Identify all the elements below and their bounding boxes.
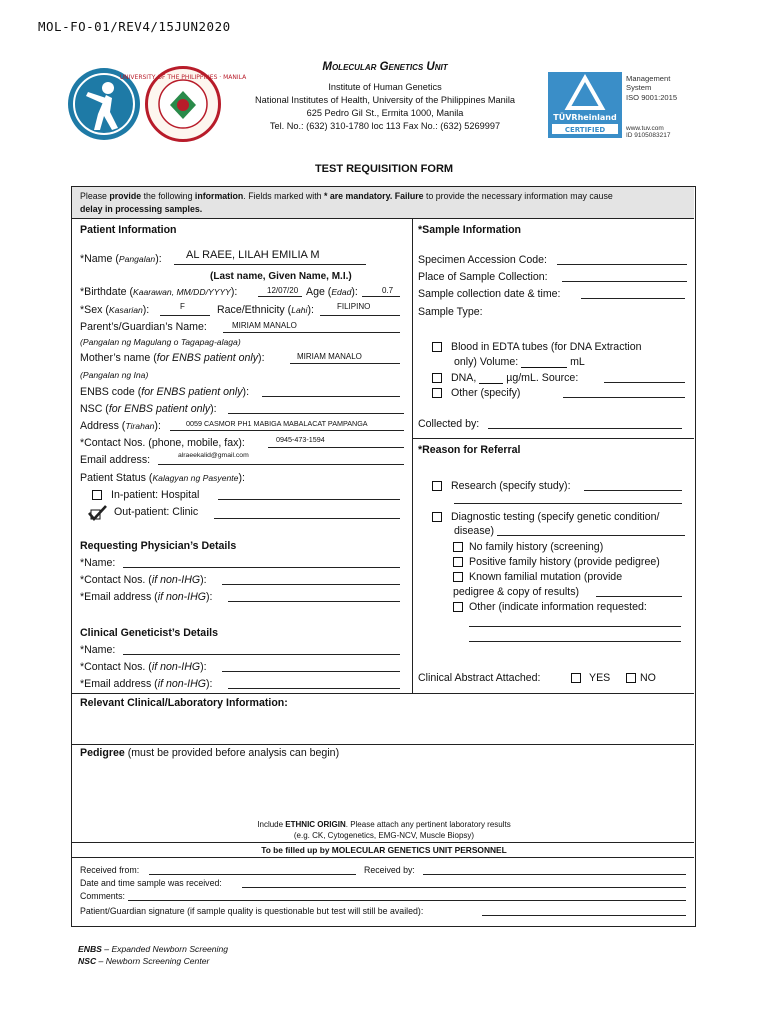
abstract-label: Clinical Abstract Attached: bbox=[418, 672, 541, 684]
guardian-local-label: (Pangalan ng Magulang o Tagapag-alaga) bbox=[80, 337, 241, 347]
personnel-heading: To be filled up by MOLECULAR GENETICS UNIT PERSONNEL bbox=[261, 845, 507, 855]
footnote-enbs: ENBS – Expanded Newborn Screening bbox=[78, 944, 229, 954]
enbs-label: ENBS code (for ENBS patient only): bbox=[80, 386, 250, 398]
name-hint: (Last name, Given Name, M.I.) bbox=[210, 271, 352, 282]
tuv-certification-logo bbox=[548, 72, 622, 138]
known-mutation-line-2: pedigree & copy of results) bbox=[453, 586, 580, 598]
relevant-info-label: Relevant Clinical/Laboratory Information: bbox=[80, 697, 288, 709]
physician-name-field[interactable] bbox=[123, 567, 400, 568]
unit-title: Molecular Genetics Unit bbox=[322, 61, 448, 73]
abstract-no-option[interactable]: NO bbox=[626, 672, 656, 684]
date-received-label: Date and time sample was received: bbox=[80, 878, 222, 888]
other-sample-checkbox[interactable] bbox=[432, 388, 442, 398]
check-mark-icon bbox=[88, 505, 108, 521]
research-option[interactable]: Research (specify study): bbox=[432, 480, 571, 492]
signature-field[interactable] bbox=[482, 915, 686, 916]
geneticist-contact-field[interactable] bbox=[222, 671, 400, 672]
geneticist-email-label: *Email address (if non-IHG): bbox=[80, 678, 213, 690]
personnel-divider-bottom bbox=[71, 857, 694, 858]
comments-field[interactable] bbox=[128, 900, 686, 901]
diagnostic-option[interactable]: Diagnostic testing (specify genetic condition/ bbox=[432, 511, 659, 523]
tuv-certified: CERTIFIED bbox=[564, 126, 606, 134]
outpatient-checkbox[interactable] bbox=[88, 505, 108, 519]
physician-name-label: *Name: bbox=[80, 557, 116, 569]
hospital-field[interactable] bbox=[218, 499, 400, 500]
accession-field[interactable] bbox=[557, 264, 687, 265]
other-sample-option[interactable]: Other (specify) bbox=[432, 387, 520, 399]
age-underline bbox=[362, 296, 400, 297]
no-family-option[interactable]: No family history (screening) bbox=[453, 541, 603, 553]
patient-heading: Patient Information bbox=[80, 224, 177, 236]
address-label: Address (Tirahan): bbox=[80, 420, 161, 432]
pedigree-label: Pedigree (must be provided before analysis can begin) bbox=[80, 747, 340, 759]
date-received-field[interactable] bbox=[242, 887, 686, 888]
clinic-field[interactable] bbox=[214, 518, 400, 519]
accession-label: Specimen Accession Code: bbox=[418, 254, 547, 266]
physician-contact-field[interactable] bbox=[222, 584, 400, 585]
datetime-label: Sample collection date & time: bbox=[418, 288, 561, 300]
received-from-field[interactable] bbox=[149, 874, 356, 875]
contact-label: *Contact Nos. (phone, mobile, fax): bbox=[80, 437, 245, 449]
edta-volume: only) Volume: mL bbox=[454, 356, 585, 368]
name-label: *Name (Pangalan): bbox=[80, 253, 162, 265]
collected-field[interactable] bbox=[488, 428, 682, 429]
race-label: Race/Ethnicity (Lahi): bbox=[217, 304, 314, 316]
email-value[interactable]: alraeekalid@gmail.com bbox=[178, 452, 249, 459]
positive-family-option[interactable]: Positive family history (provide pedigree) bbox=[453, 556, 660, 568]
mother-value[interactable]: MIRIAM MANALO bbox=[297, 352, 362, 361]
mother-local-label: (Pangalan ng Ina) bbox=[80, 370, 149, 380]
research-field[interactable] bbox=[584, 490, 682, 491]
cert-id: ID 9105083217 bbox=[626, 132, 671, 139]
pedigree-divider bbox=[71, 744, 694, 745]
age-value[interactable]: 0.7 bbox=[382, 286, 394, 295]
received-by-label: Received by: bbox=[364, 865, 415, 875]
notice-line-2: delay in processing samples. bbox=[80, 204, 203, 214]
birthdate-value[interactable]: 12/07/20 bbox=[267, 286, 299, 295]
inpatient-option[interactable]: In-patient: Hospital bbox=[92, 489, 199, 501]
personnel-divider-top bbox=[71, 842, 694, 843]
guardian-value[interactable]: MIRIAM MANALO bbox=[232, 321, 297, 330]
email-label: Email address: bbox=[80, 454, 151, 466]
physician-contact-label: *Contact Nos. (if non-IHG): bbox=[80, 574, 207, 586]
notice-line-1: Please provide the following information. Fields marked with * are mandatory. Failure to provide the necessary information may cause bbox=[80, 191, 613, 201]
diagnostic-line-2: disease) bbox=[454, 525, 495, 537]
sample-type-label: Sample Type: bbox=[418, 306, 483, 318]
footnote-nsc: NSC – Newborn Screening Center bbox=[78, 956, 210, 966]
institute-name: Institute of Human Genetics bbox=[328, 82, 442, 92]
tuv-brand: TÜVRheinland bbox=[553, 113, 617, 122]
race-value[interactable]: FILIPINO bbox=[337, 302, 371, 311]
address-line: 625 Pedro Gil St., Ermita 1000, Manila bbox=[306, 108, 464, 118]
volume-field[interactable] bbox=[521, 357, 567, 368]
geneticist-heading: Clinical Geneticist’s Details bbox=[80, 627, 218, 639]
abstract-yes-option[interactable]: YES bbox=[571, 672, 610, 684]
dna-source-field[interactable] bbox=[604, 382, 685, 383]
abstract-yes-checkbox[interactable] bbox=[571, 673, 581, 683]
physician-email-field[interactable] bbox=[228, 601, 400, 602]
signature-label: Patient/Guardian signature (if sample quality is questionable but test will still be availed): bbox=[80, 906, 424, 916]
relevant-divider bbox=[71, 693, 694, 694]
race-underline bbox=[320, 315, 400, 316]
sample-heading: *Sample Information bbox=[418, 224, 522, 236]
contact-line: Tel. No.: (632) 310-1780 loc 113 Fax No.: (632) 5269997 bbox=[269, 121, 501, 131]
up-manila-seal bbox=[119, 66, 247, 142]
geneticist-name-field[interactable] bbox=[123, 654, 400, 655]
form-title: TEST REQUISITION FORM bbox=[314, 163, 454, 175]
place-field[interactable] bbox=[562, 281, 687, 282]
dna-amount-field[interactable] bbox=[479, 373, 503, 384]
other-sample-field[interactable] bbox=[563, 397, 685, 398]
sex-label: *Sex (Kasarian): bbox=[80, 304, 150, 316]
mother-label: Mother’s name (for ENBS patient only): bbox=[80, 352, 265, 364]
email-underline bbox=[158, 464, 404, 465]
other-referral-option[interactable]: Other (indicate information requested: bbox=[453, 601, 647, 613]
address-underline bbox=[170, 430, 404, 431]
cert-system: System bbox=[626, 83, 652, 92]
status-label: Patient Status (Kalagyan ng Pasyente): bbox=[80, 472, 245, 484]
dna-checkbox[interactable] bbox=[432, 373, 442, 383]
collected-label: Collected by: bbox=[418, 418, 480, 430]
guardian-underline bbox=[223, 332, 400, 333]
pedigree-area[interactable] bbox=[72, 762, 692, 814]
comments-label: Comments: bbox=[80, 891, 125, 901]
contact-value[interactable]: 0945-473-1594 bbox=[276, 435, 325, 444]
contact-underline bbox=[268, 447, 404, 448]
received-from-label: Received from: bbox=[80, 865, 140, 875]
nih-name: National Institutes of Health, University of the Philippines Manila bbox=[255, 95, 515, 105]
relevant-info-field[interactable] bbox=[72, 712, 692, 742]
other-referral-field-1[interactable] bbox=[469, 626, 681, 627]
name-value[interactable]: AL RAEE, LILAH EMILIA M bbox=[186, 249, 320, 261]
no-family-checkbox[interactable] bbox=[453, 542, 463, 552]
sex-underline bbox=[160, 315, 210, 316]
enbs-code-field[interactable] bbox=[262, 396, 400, 397]
column-divider bbox=[412, 218, 413, 694]
age-label: Age (Edad): bbox=[306, 286, 358, 298]
guardian-label: Parent’s/Guardian’s Name: bbox=[80, 321, 207, 333]
include-note-2: (e.g. CK, Cytogenetics, EMG-NCV, Muscle Biopsy) bbox=[293, 831, 475, 840]
geneticist-email-field[interactable] bbox=[228, 688, 400, 689]
nsc-field[interactable] bbox=[228, 413, 404, 414]
positive-family-checkbox[interactable] bbox=[453, 557, 463, 567]
known-mutation-field[interactable] bbox=[596, 596, 682, 597]
cert-management: Management bbox=[626, 74, 671, 83]
include-note-1: Include ETHNIC ORIGIN. Please attach any pertinent laboratory results bbox=[257, 820, 511, 829]
tuv-triangle-icon bbox=[548, 72, 622, 138]
birthdate-underline bbox=[258, 296, 302, 297]
sample-referral-divider bbox=[412, 438, 694, 439]
edta-checkbox[interactable] bbox=[432, 342, 442, 352]
address-value[interactable]: 0059 CASMOR PH1 MABIGA MABALACAT PAMPANGA bbox=[186, 419, 368, 428]
referral-heading: *Reason for Referral bbox=[418, 444, 521, 456]
edta-option[interactable]: Blood in EDTA tubes (for DNA Extraction bbox=[432, 341, 642, 353]
other-referral-checkbox[interactable] bbox=[453, 602, 463, 612]
geneticist-name-label: *Name: bbox=[80, 644, 116, 656]
research-field-2[interactable] bbox=[454, 503, 682, 504]
seal-lettering: UNIVERSITY OF THE PHILIPPINES · MANILA bbox=[119, 74, 247, 81]
physician-heading: Requesting Physician’s Details bbox=[80, 540, 237, 552]
nsc-label: NSC (for ENBS patient only): bbox=[80, 403, 217, 415]
other-referral-field-2[interactable] bbox=[469, 641, 681, 642]
birthdate-label: *Birthdate (Kaarawan, MM/DD/YYYY): bbox=[80, 286, 238, 298]
name-underline bbox=[174, 264, 366, 265]
document-code: MOL-FO-01/REV4/15JUN2020 bbox=[38, 19, 231, 34]
datetime-field[interactable] bbox=[581, 298, 685, 299]
cert-iso: ISO 9001:2015 bbox=[626, 93, 678, 102]
physician-email-label: *Email address (if non-IHG): bbox=[80, 591, 213, 603]
cert-url: www.tuv.com bbox=[626, 125, 664, 132]
abstract-no-checkbox[interactable] bbox=[626, 673, 636, 683]
sex-value[interactable]: F bbox=[180, 302, 185, 311]
place-label: Place of Sample Collection: bbox=[418, 271, 548, 283]
known-mutation-checkbox[interactable] bbox=[453, 572, 463, 582]
dna-option[interactable]: DNA, µg/mL. Source: bbox=[432, 372, 578, 384]
diagnostic-checkbox[interactable] bbox=[432, 512, 442, 522]
research-checkbox[interactable] bbox=[432, 481, 442, 491]
diagnostic-field[interactable] bbox=[497, 535, 685, 536]
geneticist-contact-label: *Contact Nos. (if non-IHG): bbox=[80, 661, 207, 673]
received-by-field[interactable] bbox=[423, 874, 686, 875]
inpatient-checkbox[interactable] bbox=[92, 490, 102, 500]
outpatient-option[interactable]: Out-patient: Clinic bbox=[88, 505, 198, 519]
known-mutation-option[interactable]: Known familial mutation (provide bbox=[453, 571, 622, 583]
seal-icon bbox=[119, 69, 247, 139]
mother-underline bbox=[290, 363, 400, 364]
